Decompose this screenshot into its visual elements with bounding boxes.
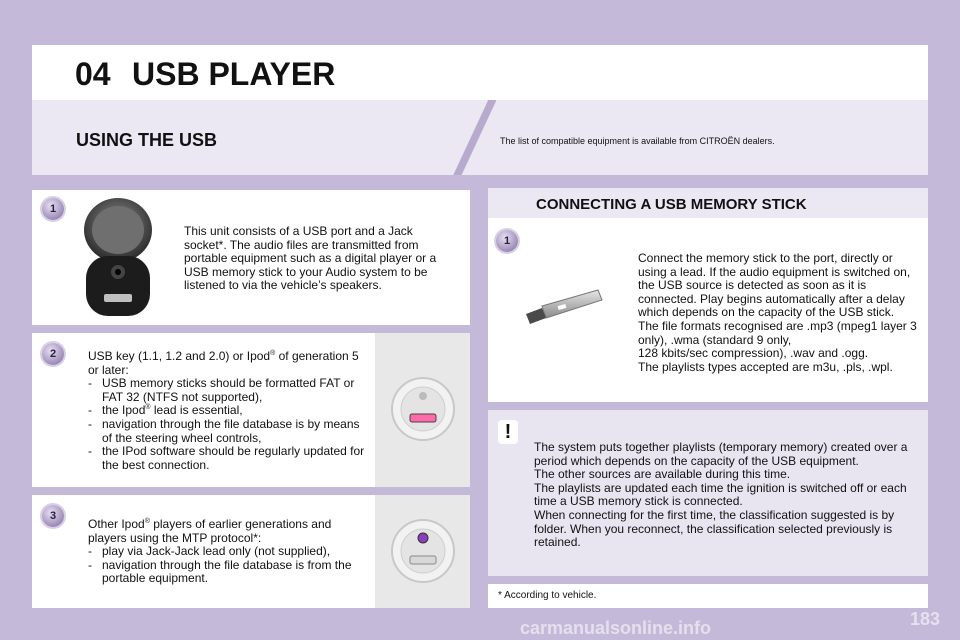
step-badge: 1: [496, 230, 518, 252]
ipod-intro-cont: of generation 5 or later:: [88, 349, 359, 377]
connect-text: [638, 252, 920, 374]
usb-intro-text: This unit consists of a USB port and a Jack socket*. The audio files are transmitted from portable equipment such as a digital player or a USB memory stick to your Audio system to be listened to via the vehicle’s speakers.: [184, 224, 437, 293]
warning-paragraph: The playlists are updated each time the ignition is switched off or each time a USB memory stick is connected.: [534, 480, 907, 509]
section-title: USING THE USB: [76, 130, 218, 150]
step-badge: 3: [42, 505, 64, 527]
page-number: 183: [909, 609, 940, 629]
warning-text: [534, 441, 918, 550]
intro-divider: [448, 100, 496, 175]
formats-line: 128 kbits/sec compression), .wav and .ogg.: [638, 346, 869, 361]
watermark: carmanualsonline.info: [520, 618, 712, 638]
connecting-title: CONNECTING A USB MEMORY STICK: [536, 196, 807, 213]
bullet: - navigation through the file database is from the portable equipment.: [88, 559, 370, 586]
page-title: USB PLAYER: [132, 56, 336, 92]
step-badge: 2: [42, 343, 64, 365]
section-number: 04: [75, 56, 111, 92]
warning-paragraph: When connecting for the first time, the classification suggested is by folder. When you reconnect, the classification selected previously is retained.: [534, 507, 895, 550]
usb-jack-socket-icon: [78, 196, 158, 320]
footnote: * According to vehicle.: [498, 590, 597, 601]
warning-paragraph: The system puts together playlists (temporary memory) created over a period which depends on the capacity of the USB equipment.: [534, 440, 908, 468]
warning-paragraph: The other sources are available during this time.: [534, 467, 791, 482]
ipod-intro: USB key (1.1, 1.2 and 2.0) or Ipod: [88, 349, 271, 363]
usb-port-icon: [390, 376, 456, 442]
registered-mark: ®: [144, 518, 150, 525]
warning-icon: !: [498, 420, 518, 444]
step-badge: 1: [42, 198, 64, 220]
playlists-line: The playlists types accepted are m3u, .pls, .wpl.: [638, 359, 893, 374]
connect-paragraph: Connect the memory stick to the port, directly or using a lead. If the audio equipment is switched on, the USB source is detected as soon as it is connected. Play begins automatically after a delay which depends on the capacity of the USB stick.: [638, 251, 911, 320]
bullet: - USB memory sticks should be formatted FAT or FAT 32 (NTFS not supported),: [88, 377, 368, 404]
bullet: - the Ipod® lead is essential,: [88, 404, 368, 418]
bullet: - play via Jack-Jack lead only (not supplied),: [88, 545, 370, 559]
bullet: - navigation through the file database is by means of the steering wheel controls,: [88, 418, 368, 445]
compatibility-note: The list of compatible equipment is available from CITROËN dealers.: [500, 136, 775, 146]
mtp-text: [88, 518, 370, 586]
ipod-support-text: [88, 350, 368, 472]
mtp-intro: Other Ipod: [88, 517, 145, 531]
usb-memory-stick-icon: [520, 288, 604, 332]
bullet: - the IPod software should be regularly updated for the best connection.: [88, 445, 368, 472]
jack-port-icon: [390, 518, 456, 584]
registered-mark: ®: [270, 350, 276, 357]
mtp-intro-cont: players of earlier generations and players using the MTP protocol*:: [88, 517, 332, 545]
formats-line: The file formats recognised are .mp3 (mpeg1 layer 3 only), .wma (standard 9 only,: [638, 318, 917, 347]
